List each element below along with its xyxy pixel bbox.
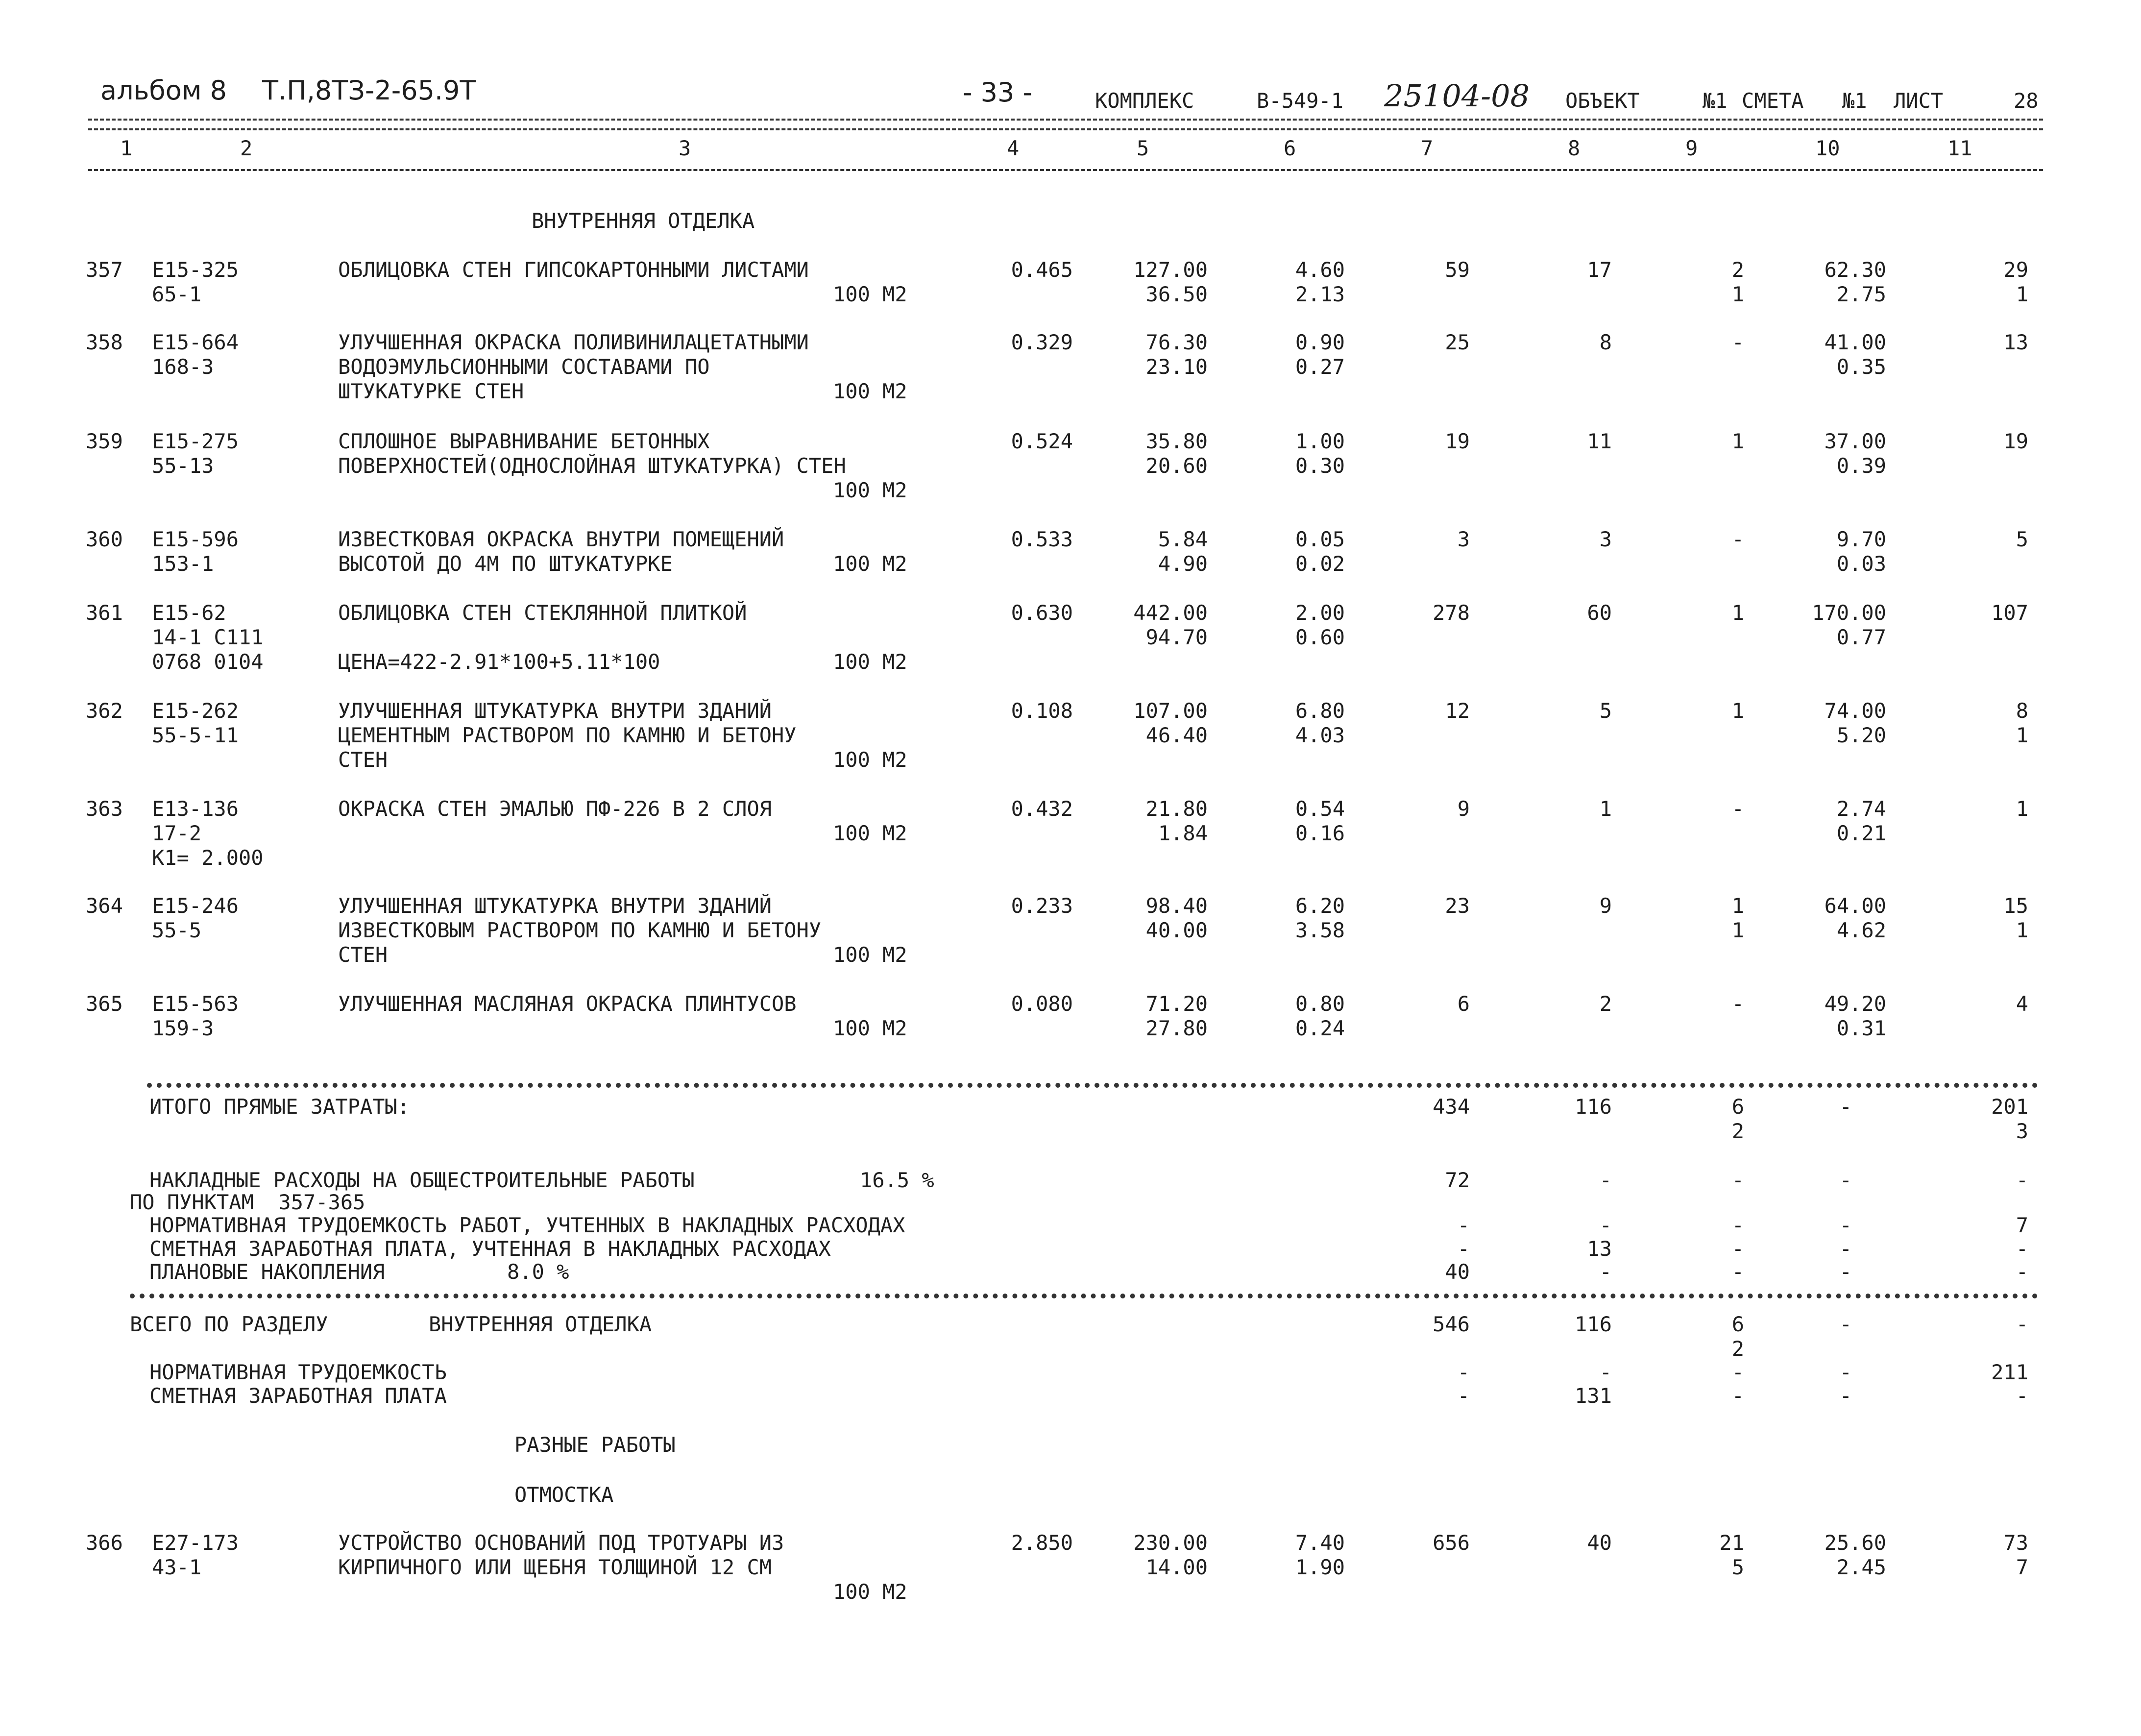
- wage-c9: -: [1731, 1237, 1744, 1261]
- overhead-c11: -: [2016, 1168, 2028, 1192]
- row-c7: 12: [1445, 699, 1470, 723]
- row-description: УЛУЧШЕННАЯ МАСЛЯНАЯ ОКРАСКА ПЛИНТУСОВ: [338, 992, 797, 1016]
- row-c8: 40: [1587, 1531, 1612, 1555]
- row-c5: 27.80: [1145, 1016, 1208, 1040]
- row-c9: 2: [1731, 258, 1744, 282]
- row-unit: 100 М2: [833, 748, 907, 772]
- row-c10: 5.20: [1836, 723, 1886, 747]
- row-c9: 1: [1731, 918, 1744, 942]
- profit-pct: 8.0 %: [507, 1260, 569, 1284]
- row-c6: 7.40: [1295, 1531, 1345, 1555]
- row-c5: 4.90: [1158, 552, 1208, 576]
- row-c8: 2: [1599, 992, 1612, 1016]
- row-code: 65-1: [152, 282, 202, 306]
- row-c9: -: [1731, 330, 1744, 354]
- row-c6: 6.80: [1295, 699, 1345, 723]
- row-c5: 230.00: [1133, 1531, 1208, 1555]
- row-description: ОКРАСКА СТЕН ЭМАЛЬЮ ПФ-226 В 2 СЛОЯ: [338, 797, 772, 821]
- wage2-label: СМЕТНАЯ ЗАРАБОТНАЯ ПЛАТА: [149, 1384, 447, 1408]
- row-code: Е27-173: [152, 1531, 239, 1555]
- row-c10: 9.70: [1836, 527, 1886, 551]
- row-c5: 1.84: [1158, 821, 1208, 845]
- row-c6: 0.90: [1295, 330, 1345, 354]
- row-c5: 76.30: [1145, 330, 1208, 354]
- row-c6: 1.00: [1295, 429, 1345, 453]
- norm-labor2-label: НОРМАТИВНАЯ ТРУДОЕМКОСТЬ: [149, 1360, 447, 1384]
- profit-c10: -: [1839, 1260, 1852, 1284]
- row-number: 360: [86, 527, 123, 551]
- row-c5: 94.70: [1145, 625, 1208, 649]
- col-7: 7: [1421, 136, 1434, 160]
- row-code: 168-3: [152, 355, 214, 379]
- row-number: 359: [86, 429, 123, 453]
- row-code: 43-1: [152, 1555, 202, 1579]
- row-c5: 442.00: [1133, 601, 1208, 625]
- row-c6: 0.02: [1295, 552, 1345, 576]
- row-code: 55-5-11: [152, 723, 239, 747]
- row-code: Е15-275: [152, 429, 239, 453]
- sheet-label: ЛИСТ: [1894, 89, 1944, 113]
- header-rule: [88, 119, 2043, 121]
- row-c9: 5: [1731, 1555, 1744, 1579]
- row-c8: 60: [1587, 601, 1612, 625]
- row-c4: 0.108: [1011, 699, 1073, 723]
- row-c9: -: [1731, 992, 1744, 1016]
- row-c4: 0.432: [1011, 797, 1073, 821]
- row-description: ПОВЕРХНОСТЕЙ(ОДНОСЛОЙНАЯ ШТУКАТУРКА) СТЕН: [338, 454, 846, 478]
- wage2-c10: -: [1839, 1384, 1852, 1408]
- row-c7: 23: [1445, 894, 1470, 918]
- row-c8: 11: [1587, 429, 1612, 453]
- wage-c10: -: [1839, 1237, 1852, 1261]
- row-c7: 9: [1457, 797, 1470, 821]
- row-c10: 41.00: [1824, 330, 1886, 354]
- row-description: ИЗВЕСТКОВЫМ РАСТВОРОМ ПО КАМНЮ И БЕТОНУ: [338, 918, 822, 942]
- row-c4: 0.630: [1011, 601, 1073, 625]
- row-c6: 0.80: [1295, 992, 1345, 1016]
- wage-c8: 13: [1587, 1237, 1612, 1261]
- row-c11: 73: [2003, 1531, 2028, 1555]
- section-total-c10: -: [1839, 1312, 1852, 1336]
- smeta-label: СМЕТА: [1742, 89, 1804, 113]
- row-code: Е15-62: [152, 601, 226, 625]
- row-code: 55-13: [152, 454, 214, 478]
- row-c9: 1: [1731, 601, 1744, 625]
- row-code: 0768 0104: [152, 650, 264, 674]
- row-code: Е15-246: [152, 894, 239, 918]
- row-c11: 107: [1991, 601, 2028, 625]
- row-c10: 62.30: [1824, 258, 1886, 282]
- object-label: ОБЪЕКТ: [1565, 89, 1640, 113]
- row-unit: 100 М2: [833, 379, 907, 403]
- direct-c11-a: 201: [1991, 1095, 2028, 1119]
- wage-c7: -: [1457, 1237, 1470, 1261]
- column-header-rule: [88, 169, 2043, 171]
- wage-label: СМЕТНАЯ ЗАРАБОТНАЯ ПЛАТА, УЧТЕННАЯ В НАКЛАДНЫХ РАСХОДАХ: [149, 1237, 831, 1261]
- profit-c11: -: [2016, 1260, 2028, 1284]
- row-code: К1= 2.000: [152, 846, 264, 870]
- norm-labor-c11: 7: [2016, 1213, 2028, 1237]
- row-code: Е15-262: [152, 699, 239, 723]
- section-total-c8: 116: [1575, 1312, 1612, 1336]
- row-c10: 2.75: [1836, 282, 1886, 306]
- row-c4: 0.465: [1011, 258, 1073, 282]
- row-c11: 29: [2003, 258, 2028, 282]
- norm-labor-label: НОРМАТИВНАЯ ТРУДОЕМКОСТЬ РАБОТ, УЧТЕННЫХ В НАКЛАДНЫХ РАСХОДАХ: [149, 1213, 905, 1237]
- row-c4: 0.524: [1011, 429, 1073, 453]
- row-description: ИЗВЕСТКОВАЯ ОКРАСКА ВНУТРИ ПОМЕЩЕНИЙ: [338, 527, 784, 551]
- profit-c7: 40: [1445, 1260, 1470, 1284]
- norm-labor-c8: -: [1599, 1213, 1612, 1237]
- section-title-misc: РАЗНЫЕ РАБОТЫ: [514, 1433, 676, 1457]
- row-c6: 0.30: [1295, 454, 1345, 478]
- page-number: - 33 -: [963, 77, 1033, 108]
- dotted-divider: [147, 1083, 2038, 1088]
- row-c11: 5: [2016, 527, 2028, 551]
- row-unit: 100 М2: [833, 1580, 907, 1604]
- row-unit: 100 М2: [833, 821, 907, 845]
- section-total-c9-b: 2: [1731, 1337, 1744, 1361]
- row-c6: 2.13: [1295, 282, 1345, 306]
- row-c9: 1: [1731, 894, 1744, 918]
- row-c11: 15: [2003, 894, 2028, 918]
- row-c4: 0.533: [1011, 527, 1073, 551]
- row-unit: 100 М2: [833, 282, 907, 306]
- row-code: Е13-136: [152, 797, 239, 821]
- norm-labor2-c11: 211: [1991, 1360, 2028, 1384]
- row-c8: 17: [1587, 258, 1612, 282]
- row-description: ОБЛИЦОВКА СТЕН СТЕКЛЯННОЙ ПЛИТКОЙ: [338, 601, 747, 625]
- object-number: №1: [1703, 89, 1727, 113]
- row-c5: 71.20: [1145, 992, 1208, 1016]
- row-c5: 23.10: [1145, 355, 1208, 379]
- row-description: ВЫСОТОЙ ДО 4М ПО ШТУКАТУРКЕ: [338, 552, 673, 576]
- row-c8: 3: [1599, 527, 1612, 551]
- row-c6: 0.05: [1295, 527, 1345, 551]
- col-9: 9: [1685, 136, 1698, 160]
- row-unit: 100 М2: [833, 478, 907, 502]
- col-6: 6: [1284, 136, 1296, 160]
- row-c10: 2.45: [1836, 1555, 1886, 1579]
- row-c10: 25.60: [1824, 1531, 1886, 1555]
- row-description: ЦЕНА=422-2.91*100+5.11*100: [338, 650, 660, 674]
- row-code: Е15-664: [152, 330, 239, 354]
- row-c10: 4.62: [1836, 918, 1886, 942]
- row-c4: 0.233: [1011, 894, 1073, 918]
- wage2-c8: 131: [1575, 1384, 1612, 1408]
- profit-c9: -: [1731, 1260, 1744, 1284]
- tp-code: Т.П,8ТЗ-2-65.9Т: [262, 75, 476, 106]
- norm-labor2-c10: -: [1839, 1360, 1852, 1384]
- row-c6: 0.54: [1295, 797, 1345, 821]
- row-code: 14-1 С111: [152, 625, 264, 649]
- row-c5: 107.00: [1133, 699, 1208, 723]
- profit-c8: -: [1599, 1260, 1612, 1284]
- row-c7: 656: [1433, 1531, 1470, 1555]
- row-c7: 278: [1433, 601, 1470, 625]
- row-unit: 100 М2: [833, 552, 907, 576]
- wage2-c11: -: [2016, 1384, 2028, 1408]
- row-c7: 6: [1457, 992, 1470, 1016]
- norm-labor2-c7: -: [1457, 1360, 1470, 1384]
- row-c11: 13: [2003, 330, 2028, 354]
- row-c6: 0.16: [1295, 821, 1345, 845]
- row-description: УЛУЧШЕННАЯ ОКРАСКА ПОЛИВИНИЛАЦЕТАТНЫМИ: [338, 330, 809, 354]
- row-c10: 49.20: [1824, 992, 1886, 1016]
- overhead-c8: -: [1599, 1168, 1612, 1192]
- overhead-c9: -: [1731, 1168, 1744, 1192]
- row-description: ВОДОЭМУЛЬСИОННЫМИ СОСТАВАМИ ПО: [338, 355, 710, 379]
- row-description: УЛУЧШЕННАЯ ШТУКАТУРКА ВНУТРИ ЗДАНИЙ: [338, 894, 772, 918]
- row-c6: 4.03: [1295, 723, 1345, 747]
- col-8: 8: [1568, 136, 1581, 160]
- row-number: 362: [86, 699, 123, 723]
- col-3: 3: [679, 136, 691, 160]
- row-c8: 9: [1599, 894, 1612, 918]
- direct-c10: -: [1839, 1095, 1852, 1119]
- row-description: СПЛОШНОЕ ВЫРАВНИВАНИЕ БЕТОННЫХ: [338, 429, 710, 453]
- row-c5: 46.40: [1145, 723, 1208, 747]
- row-c10: 0.39: [1836, 454, 1886, 478]
- row-c10: 0.21: [1836, 821, 1886, 845]
- row-unit: 100 М2: [833, 1016, 907, 1040]
- row-c6: 6.20: [1295, 894, 1345, 918]
- row-description: СТЕН: [338, 943, 388, 967]
- row-description: СТЕН: [338, 748, 388, 772]
- row-c9: 1: [1731, 282, 1744, 306]
- wage2-c9: -: [1731, 1384, 1744, 1408]
- row-c10: 74.00: [1824, 699, 1886, 723]
- header-rule-2: [88, 128, 2043, 130]
- row-c11: 1: [2016, 918, 2028, 942]
- album-label: альбом 8: [100, 75, 227, 106]
- row-c10: 0.77: [1836, 625, 1886, 649]
- direct-c8: 116: [1575, 1095, 1612, 1119]
- row-c4: 2.850: [1011, 1531, 1073, 1555]
- row-c11: 4: [2016, 992, 2028, 1016]
- row-code: 153-1: [152, 552, 214, 576]
- wage-c11: -: [2016, 1237, 2028, 1261]
- row-c5: 127.00: [1133, 258, 1208, 282]
- row-description: УЛУЧШЕННАЯ ШТУКАТУРКА ВНУТРИ ЗДАНИЙ: [338, 699, 772, 723]
- row-number: 361: [86, 601, 123, 625]
- row-unit: 100 М2: [833, 650, 907, 674]
- wage2-c7: -: [1457, 1384, 1470, 1408]
- row-c11: 8: [2016, 699, 2028, 723]
- row-c5: 14.00: [1145, 1555, 1208, 1579]
- norm-labor2-c8: -: [1599, 1360, 1612, 1384]
- col-10: 10: [1815, 136, 1840, 160]
- row-c10: 0.35: [1836, 355, 1886, 379]
- dotted-divider-2: [130, 1294, 2038, 1298]
- row-number: 357: [86, 258, 123, 282]
- norm-labor-c9: -: [1731, 1213, 1744, 1237]
- row-c11: 1: [2016, 723, 2028, 747]
- direct-c9-a: 6: [1731, 1095, 1744, 1119]
- direct-costs-label: ИТОГО ПРЯМЫЕ ЗАТРАТЫ:: [149, 1095, 410, 1119]
- direct-c11-b: 3: [2016, 1119, 2028, 1143]
- col-2: 2: [240, 136, 253, 160]
- overhead-pct: 16.5 %: [860, 1168, 934, 1192]
- row-c6: 0.60: [1295, 625, 1345, 649]
- row-c10: 0.31: [1836, 1016, 1886, 1040]
- row-c5: 21.80: [1145, 797, 1208, 821]
- row-c5: 5.84: [1158, 527, 1208, 551]
- smeta-number: №1: [1842, 89, 1867, 113]
- col-5: 5: [1137, 136, 1149, 160]
- section-title-otmostka: ОТМОСТКА: [514, 1483, 614, 1507]
- sheet-number: 28: [2014, 89, 2039, 113]
- row-code: 55-5: [152, 918, 202, 942]
- row-c8: 1: [1599, 797, 1612, 821]
- row-unit: 100 М2: [833, 943, 907, 967]
- row-c8: 5: [1599, 699, 1612, 723]
- row-c10: 37.00: [1824, 429, 1886, 453]
- overhead-label: НАКЛАДНЫЕ РАСХОДЫ НА ОБЩЕСТРОИТЕЛЬНЫЕ РАБОТЫ: [149, 1168, 695, 1192]
- row-code: 17-2: [152, 821, 202, 845]
- col-1: 1: [120, 136, 133, 160]
- norm-labor2-c9: -: [1731, 1360, 1744, 1384]
- row-number: 358: [86, 330, 123, 354]
- norm-labor-c7: -: [1457, 1213, 1470, 1237]
- row-number: 366: [86, 1531, 123, 1555]
- row-c9: 21: [1719, 1531, 1744, 1555]
- row-c7: 19: [1445, 429, 1470, 453]
- row-c11: 19: [2003, 429, 2028, 453]
- items-range: ПО ПУНКТАМ 357-365: [130, 1190, 365, 1214]
- section-total-c7: 546: [1433, 1312, 1470, 1336]
- row-number: 364: [86, 894, 123, 918]
- direct-c7: 434: [1433, 1095, 1470, 1119]
- row-c11: 1: [2016, 797, 2028, 821]
- row-code: Е15-563: [152, 992, 239, 1016]
- row-c5: 36.50: [1145, 282, 1208, 306]
- section-total-name: ВНУТРЕННЯЯ ОТДЕЛКА: [429, 1312, 652, 1336]
- row-c11: 1: [2016, 282, 2028, 306]
- section-total-c11: -: [2016, 1312, 2028, 1336]
- profit-label: ПЛАНОВЫЕ НАКОПЛЕНИЯ: [149, 1260, 385, 1284]
- row-code: Е15-596: [152, 527, 239, 551]
- direct-c9-b: 2: [1731, 1119, 1744, 1143]
- row-c7: 3: [1457, 527, 1470, 551]
- row-c10: 64.00: [1824, 894, 1886, 918]
- row-c6: 0.24: [1295, 1016, 1345, 1040]
- overhead-c10: -: [1839, 1168, 1852, 1192]
- row-c5: 98.40: [1145, 894, 1208, 918]
- row-c9: 1: [1731, 699, 1744, 723]
- row-c7: 25: [1445, 330, 1470, 354]
- section-total-c9-a: 6: [1731, 1312, 1744, 1336]
- row-description: КИРПИЧНОГО ИЛИ ЩЕБНЯ ТОЛЩИНОЙ 12 СМ: [338, 1555, 772, 1579]
- row-c6: 1.90: [1295, 1555, 1345, 1579]
- row-c4: 0.080: [1011, 992, 1073, 1016]
- section-title-interior: ВНУТРЕННЯЯ ОТДЕЛКА: [532, 209, 755, 233]
- row-c5: 35.80: [1145, 429, 1208, 453]
- row-c6: 0.27: [1295, 355, 1345, 379]
- row-c10: 2.74: [1836, 797, 1886, 821]
- row-number: 363: [86, 797, 123, 821]
- row-description: ШТУКАТУРКЕ СТЕН: [338, 379, 524, 403]
- row-c5: 20.60: [1145, 454, 1208, 478]
- section-total-label: ВСЕГО ПО РАЗДЕЛУ: [130, 1312, 328, 1336]
- row-c9: 1: [1731, 429, 1744, 453]
- complex-label: КОМПЛЕКС: [1095, 89, 1194, 113]
- row-c8: 8: [1599, 330, 1612, 354]
- row-c6: 2.00: [1295, 601, 1345, 625]
- row-code: 159-3: [152, 1016, 214, 1040]
- col-4: 4: [1007, 136, 1020, 160]
- row-c6: 3.58: [1295, 918, 1345, 942]
- complex-code: В-549-1: [1257, 89, 1344, 113]
- row-code: Е15-325: [152, 258, 239, 282]
- row-description: ЦЕМЕНТНЫМ РАСТВОРОМ ПО КАМНЮ И БЕТОНУ: [338, 723, 797, 747]
- col-11: 11: [1947, 136, 1972, 160]
- overhead-c7: 72: [1445, 1168, 1470, 1192]
- row-c11: 7: [2016, 1555, 2028, 1579]
- row-c9: -: [1731, 527, 1744, 551]
- row-c9: -: [1731, 797, 1744, 821]
- handwritten-number: 25104-08: [1384, 78, 1530, 114]
- row-number: 365: [86, 992, 123, 1016]
- row-c5: 40.00: [1145, 918, 1208, 942]
- row-description: ОБЛИЦОВКА СТЕН ГИПСОКАРТОННЫМИ ЛИСТАМИ: [338, 258, 809, 282]
- row-c10: 170.00: [1812, 601, 1886, 625]
- norm-labor-c10: -: [1839, 1213, 1852, 1237]
- row-description: УСТРОЙСТВО ОСНОВАНИЙ ПОД ТРОТУАРЫ ИЗ: [338, 1531, 784, 1555]
- row-c10: 0.03: [1836, 552, 1886, 576]
- row-c7: 59: [1445, 258, 1470, 282]
- row-c4: 0.329: [1011, 330, 1073, 354]
- row-c6: 4.60: [1295, 258, 1345, 282]
